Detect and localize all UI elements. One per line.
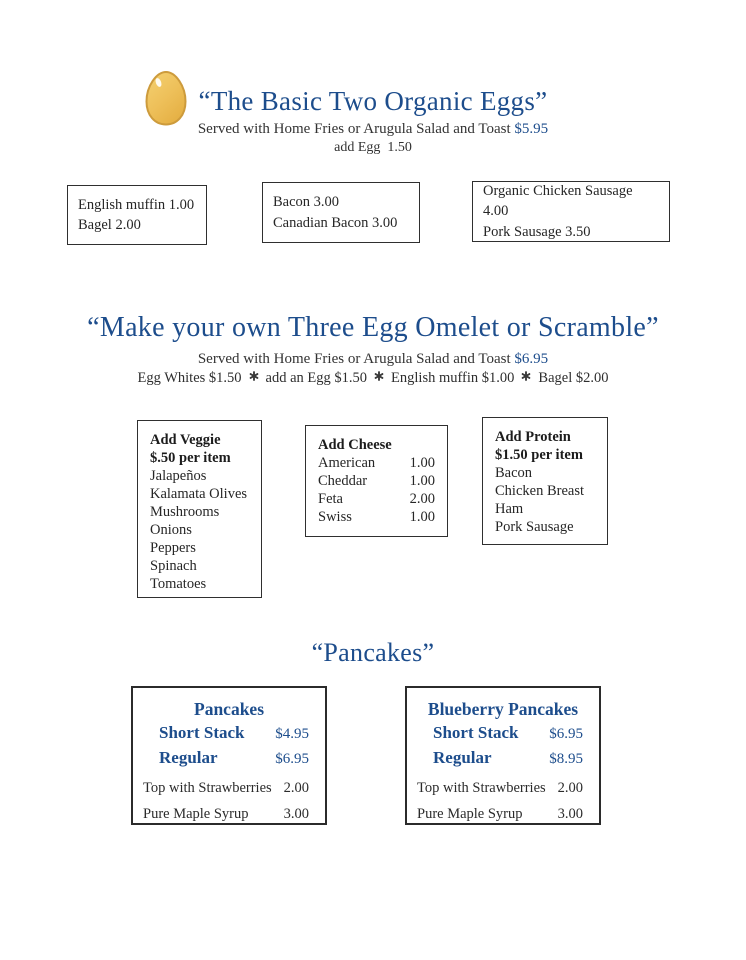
menu-item: English muffin 1.00 <box>78 196 195 213</box>
cheese-item-price: 1.00 <box>409 473 435 489</box>
pancake-extra-row <box>407 806 599 823</box>
veggie-item: Jalapeños <box>150 468 207 484</box>
omelet-subtitle-price: $6.95 <box>514 351 549 367</box>
pancake-size-price: $8.95 <box>549 750 583 767</box>
pancake-size-price: $4.95 <box>275 725 309 742</box>
pancake-extras <box>407 780 599 823</box>
veggie-item: Spinach <box>150 558 197 574</box>
blueberry-pancakes-box <box>405 686 601 825</box>
pancake-extra-row <box>407 780 599 797</box>
pancake-price-row <box>133 721 325 746</box>
pancakes-box <box>131 686 327 825</box>
cheese-item-name: Swiss <box>318 509 352 525</box>
menu-item: Organic Chicken Sausage 4.00 <box>483 183 633 220</box>
menu-item: Pork Sausage 3.50 <box>483 223 591 240</box>
bacon-sides-box <box>262 182 420 243</box>
basic-eggs-title: “The Basic Two Organic Eggs” <box>198 86 548 116</box>
pancake-size-name: Short Stack <box>433 722 519 742</box>
sausage-sides-box <box>472 181 670 242</box>
extra-name: Top with Strawberries <box>143 780 272 797</box>
omelet-subtitle-text: Served with Home Fries or Arugula Salad and Toast <box>197 351 511 367</box>
add-cheese-box <box>305 425 448 537</box>
protein-item: Bacon <box>495 465 533 481</box>
pancake-extra-row <box>133 780 325 797</box>
add-protein-price-note: $1.50 per item <box>495 447 583 463</box>
pancake-price-row <box>133 746 325 771</box>
basic-eggs-subtitle-text: Served with Home Fries or Arugula Salad and Toast <box>197 121 511 137</box>
omelet-options-line <box>0 370 746 387</box>
extra-name: Pure Maple Syrup <box>143 806 249 823</box>
pancakes-box-heading: Pancakes <box>194 699 264 719</box>
cheese-item-row <box>318 472 435 490</box>
basic-eggs-subtitle-price: $5.95 <box>514 121 549 137</box>
extra-price: 2.00 <box>283 780 309 797</box>
cheese-item-row <box>318 490 435 508</box>
extra-price: 2.00 <box>557 780 583 797</box>
option-item: add an Egg $1.50 <box>265 370 368 386</box>
cheese-item-row <box>318 454 435 472</box>
veggie-item: Kalamata Olives <box>150 486 248 502</box>
cheese-item-price: 1.00 <box>409 509 435 525</box>
protein-item: Pork Sausage <box>495 519 574 535</box>
pancake-price-row <box>407 746 599 771</box>
add-cheese-heading: Add Cheese <box>318 437 392 453</box>
option-item: English muffin $1.00 <box>391 370 515 386</box>
bread-sides-box <box>67 185 207 245</box>
omelet-subtitle <box>0 351 746 368</box>
cheese-item-price: 2.00 <box>409 491 435 507</box>
cheese-item-name: Feta <box>318 491 343 507</box>
option-item: Bagel $2.00 <box>538 370 609 386</box>
pancake-size-name: Short Stack <box>159 722 245 742</box>
option-item: Egg Whites $1.50 <box>137 370 242 386</box>
flower-separator-icon <box>374 369 384 386</box>
veggie-item: Peppers <box>150 540 196 556</box>
basic-eggs-subtitle <box>0 121 746 138</box>
add-veggie-heading: Add Veggie <box>150 432 221 448</box>
protein-item: Ham <box>495 501 524 517</box>
blueberry-pancakes-box-heading: Blueberry Pancakes <box>427 699 579 719</box>
flower-separator-icon <box>249 369 259 386</box>
protein-item: Chicken Breast <box>495 483 584 499</box>
menu-item: Canadian Bacon 3.00 <box>273 214 398 231</box>
veggie-item: Tomatoes <box>150 576 207 592</box>
pancake-size-name: Regular <box>433 747 492 767</box>
cheese-item-row <box>318 508 435 526</box>
pancake-size-name: Regular <box>159 747 218 767</box>
extra-price: 3.00 <box>557 806 583 823</box>
omelet-title: “Make your own Three Egg Omelet or Scramble” <box>87 312 659 343</box>
extra-price: 3.00 <box>283 806 309 823</box>
cheese-item-name: Cheddar <box>318 473 368 489</box>
menu-item: Bacon 3.00 <box>273 194 340 211</box>
pancake-price-row <box>407 721 599 746</box>
extra-name: Top with Strawberries <box>417 780 546 797</box>
pancake-extras <box>133 780 325 823</box>
extra-name: Pure Maple Syrup <box>417 806 523 823</box>
add-egg-line: add Egg 1.50 <box>334 140 412 155</box>
add-protein-box <box>482 417 608 545</box>
pancake-size-price: $6.95 <box>275 750 309 767</box>
add-veggie-price-note: $.50 per item <box>150 450 231 466</box>
menu-item: Bagel 2.00 <box>78 217 141 233</box>
add-veggie-box <box>137 420 262 598</box>
add-protein-heading: Add Protein <box>495 429 571 445</box>
cheese-item-name: American <box>318 455 376 471</box>
veggie-item: Mushrooms <box>150 504 220 520</box>
pancake-size-price: $6.95 <box>549 725 583 742</box>
pancake-extra-row <box>133 806 325 823</box>
flower-separator-icon <box>521 369 531 386</box>
pancakes-title: “Pancakes” <box>311 638 435 667</box>
veggie-item: Onions <box>150 522 192 538</box>
cheese-item-price: 1.00 <box>409 455 435 471</box>
